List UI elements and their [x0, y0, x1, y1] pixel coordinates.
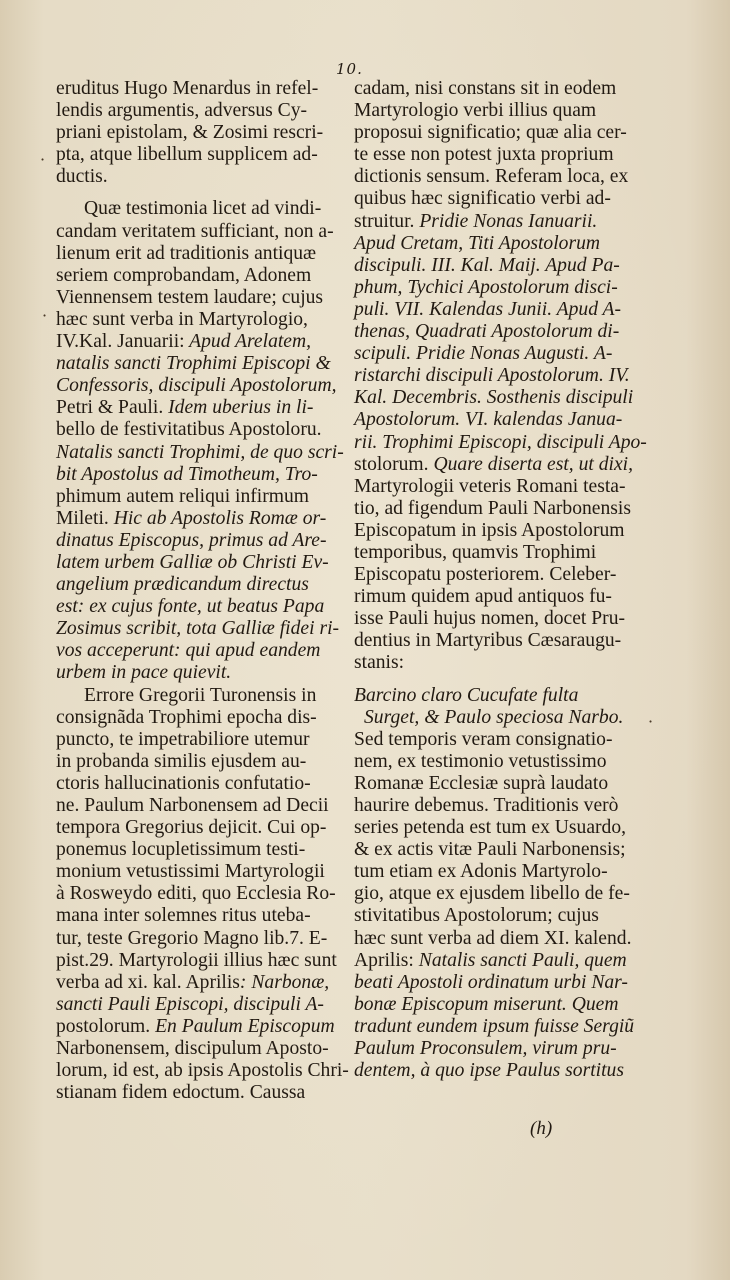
text-line: mana inter solemnes ritus uteba-	[56, 905, 311, 927]
catchword: (h)	[530, 1118, 553, 1139]
margin-dot: ·	[42, 306, 48, 325]
text-line: à Rosweydo editi, quo Ecclesia Ro-	[56, 883, 336, 905]
text-line: tum etiam ex Adonis Martyrolo-	[354, 861, 608, 883]
text-line: Romanæ Ecclesiæ suprà laudato	[354, 772, 609, 794]
roman-run: IV.Kal. Januarii:	[56, 331, 185, 353]
text-line: bit Apostolus ad Timotheum, Tro-	[56, 463, 318, 485]
text-line: Confessoris, discipuli Apostolorum,	[56, 375, 337, 397]
text-line: candam veritatem sufficiant, non a-	[56, 220, 334, 242]
text-line: phimum autem reliqui infirmum	[56, 485, 310, 507]
text-line: ne. Paulum Narbonensem ad Decii	[56, 795, 329, 816]
text-line: Quæ testimonia licet ad vindi-	[84, 198, 322, 220]
text-line	[354, 454, 638, 476]
text-line: bello de festivitatibus Apostoloru.	[56, 419, 322, 441]
paragraph-gap	[354, 675, 638, 685]
margin-dot: ·	[40, 150, 46, 169]
text-line: rii. Trophimi Episcopi, discipuli Apo-	[354, 431, 647, 453]
page-number: 10.	[336, 60, 363, 78]
roman-run: postolorum.	[56, 1015, 156, 1037]
right-column	[354, 78, 647, 1082]
text-line: haurire debemus. Traditionis verò	[354, 795, 619, 816]
text-line: nem, ex testimonio vetustissimo	[354, 750, 607, 772]
text-line: Viennensem testem laudare; cujus	[56, 286, 324, 308]
text-line: pist.29. Martyrologii illius hæc sunt	[56, 949, 337, 971]
text-line: tio, ad figendum Pauli Narbonensis	[354, 497, 631, 519]
text-line: latem urbem Galliæ ob Christi Ev-	[56, 551, 329, 573]
text-line: rimum quidem apud antiquos fu-	[354, 586, 612, 608]
roman-run: verba ad xi. kal. Aprilis	[56, 971, 240, 993]
text-line: phum, Tychici Apostolorum disci-	[354, 276, 618, 298]
italic-run: Quare diserta est, ut dixi,	[428, 453, 634, 475]
text-line: sancti Pauli Episcopi, discipuli A-	[56, 993, 324, 1015]
text-line: urbem in pace quievit.	[56, 662, 232, 684]
italic-run: : Narbonæ,	[239, 971, 330, 993]
text-line: est: ex cujus fonte, ut beatus Papa	[56, 596, 325, 618]
text-line: Natalis sancti Trophimi, de quo scri-	[56, 441, 344, 463]
roman-run: struitur.	[354, 210, 415, 232]
text-line	[56, 331, 340, 353]
text-line	[354, 950, 638, 972]
paragraph-gap	[56, 188, 340, 198]
text-line: bonæ Episcopum miserunt. Quem	[354, 993, 619, 1015]
text-line: Martyrologio verbi illius quam	[354, 100, 597, 122]
roman-run: stolorum.	[354, 453, 429, 475]
text-line: Kal. Decembris. Sosthenis discipuli	[354, 387, 634, 409]
text-line: te esse non potest juxta proprium	[354, 144, 614, 166]
italic-run: Natalis sancti Pauli, quem	[413, 949, 627, 971]
roman-run: Mileti.	[56, 507, 114, 529]
text-line: stanis:	[354, 652, 405, 674]
text-line	[354, 211, 638, 233]
text-line	[56, 397, 340, 419]
roman-run: Aprilis:	[354, 949, 414, 971]
text-line: tur, teste Gregorio Magno lib.7. E-	[56, 927, 328, 949]
text-line: hæc sunt verba in Martyrologio,	[56, 308, 308, 330]
roman-run: Petri & Pauli.	[56, 397, 164, 419]
text-line: consignãda Trophimi epocha dis-	[56, 706, 317, 728]
text-line	[56, 508, 340, 530]
margin-dot: ·	[648, 712, 654, 731]
text-line: Martyrologii veteris Romani testa-	[354, 475, 626, 497]
text-line: puli. VII. Kalendas Junii. Apud A-	[354, 298, 622, 320]
text-line: gio, atque ex ejusdem libello de fe-	[354, 883, 630, 905]
italic-run: Pridie Nonas Ianuarii.	[414, 210, 598, 232]
text-line	[56, 972, 340, 994]
text-line: series petenda est tum ex Usuardo,	[354, 817, 627, 839]
text-line: isse Pauli hujus nomen, docet Pru-	[354, 608, 626, 630]
text-line: ductis.	[56, 166, 108, 188]
text-line: quibus hæc significatio verbi ad-	[354, 188, 611, 210]
text-line: stianam fidem edoctum. Caussa	[56, 1082, 306, 1104]
text-line: angelium prædicandum directus	[56, 574, 309, 596]
text-line: Apud Cretam, Titi Apostolorum	[354, 232, 601, 254]
italic-run: Apud Arelatem,	[184, 331, 312, 353]
left-column	[56, 78, 349, 1104]
text-line: lorum, id est, ab ipsis Apostolis Chri-	[56, 1060, 349, 1082]
text-line: in probanda similis ejusdem au-	[56, 750, 307, 772]
text-line: dictionis sensum. Referam loca, ex	[354, 166, 629, 188]
text-line: cadam, nisi constans sit in eodem	[354, 78, 617, 99]
text-line: Episcopatum in ipsis Apostolorum	[354, 519, 625, 541]
text-line: temporibus, quamvis Trophimi	[354, 541, 597, 563]
text-line: Narbonensem, discipulum Aposto-	[56, 1038, 329, 1060]
text-line: lendis argumentis, adversus Cy-	[56, 100, 308, 122]
text-line: eruditus Hugo Menardus in refel-	[56, 78, 319, 99]
italic-run: Idem uberius in li-	[163, 397, 314, 419]
text-line: Sed temporis veram consignatio-	[354, 728, 613, 750]
text-line: proposui significatio; quæ alia cer-	[354, 122, 627, 144]
text-line: tempora Gregorius dejicit. Cui op-	[56, 817, 327, 839]
text-line: Apostolorum. VI. kalendas Janua-	[354, 409, 623, 431]
text-line: thenas, Quadrati Apostolorum di-	[354, 321, 620, 343]
text-line: Episcopatu posteriorem. Celeber-	[354, 564, 617, 586]
text-line: vos acceperunt: qui apud eandem	[56, 640, 321, 662]
text-line: dinatus Episcopus, primus ad Are-	[56, 529, 327, 551]
text-line: tradunt eundem ipsum fuisse Sergiũ	[354, 1015, 635, 1037]
text-line: & ex actis vitæ Pauli Narbonensis;	[354, 839, 626, 861]
text-line: beati Apostoli ordinatum urbi Nar-	[354, 971, 628, 993]
text-line: Surget, & Paulo speciosa Narbo.	[364, 706, 624, 728]
text-line: lienum erit ad traditionis antiquæ	[56, 242, 317, 264]
text-line: dentem, à quo ipse Paulus sortitus	[354, 1060, 624, 1082]
text-line: hæc sunt verba ad diem XI. kalend.	[354, 927, 632, 949]
text-line: priani epistolam, & Zosimi rescri-	[56, 122, 324, 144]
text-line: Errore Gregorii Turonensis in	[84, 684, 317, 706]
text-line: dentius in Martyribus Cæsaraugu-	[354, 630, 622, 652]
text-line: natalis sancti Trophimi Episcopi &	[56, 353, 331, 375]
text-line: pta, atque libellum supplicem ad-	[56, 144, 318, 166]
text-line: Barcino claro Cucufate fulta	[354, 684, 579, 706]
italic-run: Hic ab Apostolis Romæ or-	[113, 507, 327, 529]
italic-run: En Paulum Episcopum	[155, 1015, 335, 1037]
text-line	[56, 1016, 340, 1038]
text-line: discipuli. III. Kal. Maij. Apud Pa-	[354, 254, 620, 276]
text-line: seriem comprobandam, Adonem	[56, 264, 312, 286]
text-line: Paulum Proconsulem, virum pru-	[354, 1038, 617, 1060]
text-line: Zosimus scribit, tota Galliæ fidei ri-	[56, 618, 340, 640]
text-line: scipuli. Pridie Nonas Augusti. A-	[354, 343, 613, 365]
text-line: monium vetustissimi Martyrologii	[56, 861, 325, 883]
text-line: puncto, te impetrabiliore utemur	[56, 728, 310, 750]
text-line: ponemus locupletissimum testi-	[56, 839, 306, 861]
text-line: ctoris hallucinationis confutatio-	[56, 772, 311, 794]
text-line: ristarchi discipuli Apostolorum. IV.	[354, 365, 630, 387]
text-line: stivitatibus Apostolorum; cujus	[354, 905, 599, 927]
